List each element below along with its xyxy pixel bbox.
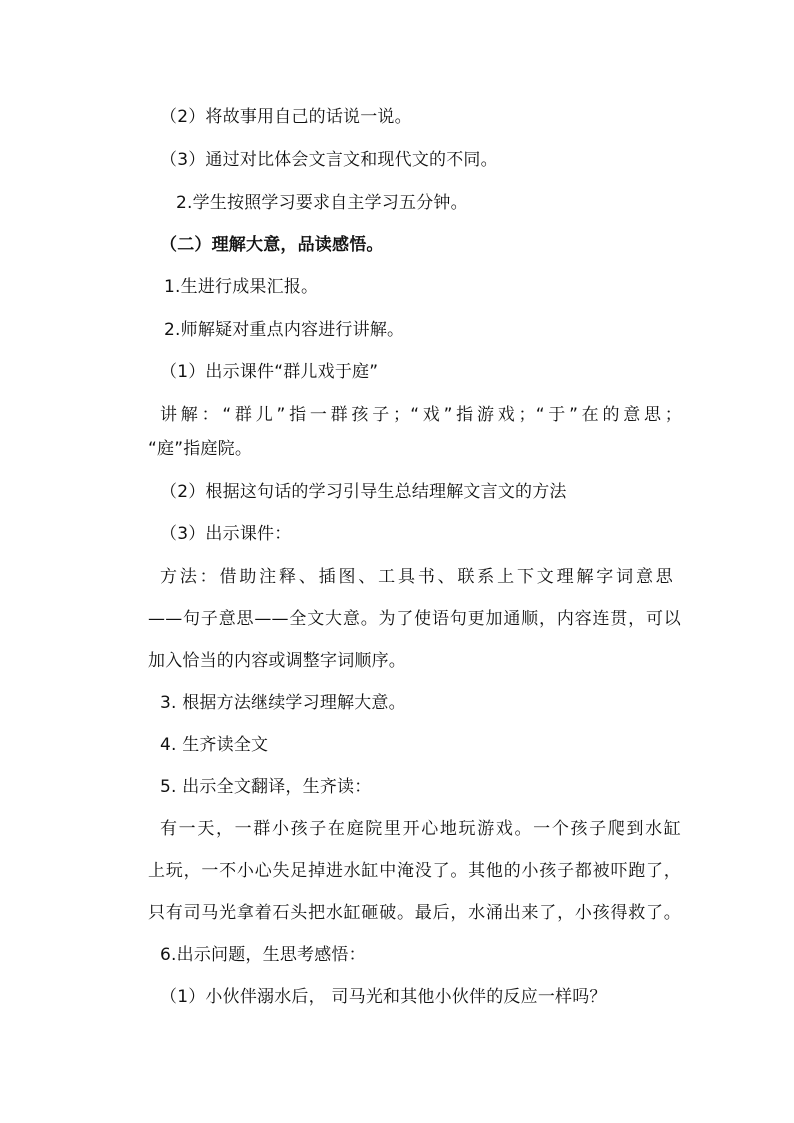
paragraph-line-18: 有一天，一群小孩子在庭院里开心地玩游戏。一个孩子爬到水缸	[160, 819, 681, 839]
paragraph-line-19: 上玩，一不小心失足掉进水缸中淹没了。其他的小孩子都被吓跑了，	[148, 861, 681, 881]
paragraph-line-16: 4. 生齐读全文	[160, 735, 269, 755]
section-heading: （二）理解大意，品读感悟。	[160, 235, 384, 255]
paragraph-line-17: 5. 出示全文翻译，生齐读：	[160, 777, 372, 797]
paragraph-line-1: （2）将故事用自己的话说一说。	[160, 107, 412, 127]
paragraph-line-11: （3）出示课件：	[160, 524, 292, 544]
paragraph-line-8: 讲解：“群儿”指一群孩子；“戏”指游戏；“于”在的意思；	[160, 405, 682, 425]
paragraph-line-10: （2）根据这句话的学习引导生总结理解文言文的方法	[160, 482, 567, 502]
paragraph-line-9: “庭”指庭院。	[148, 439, 253, 459]
paragraph-line-22: （1）小伙伴溺水后， 司马光和其他小伙伴的反应一样吗？	[160, 987, 607, 1007]
paragraph-line-21: 6.出示问题，生思考感悟：	[160, 945, 366, 965]
paragraph-line-6: 2.师解疑对重点内容进行讲解。	[164, 320, 405, 340]
paragraph-line-7: （1）出示课件“群儿戏于庭”	[160, 362, 379, 382]
paragraph-line-14: 加入恰当的内容或调整字词顺序。	[148, 651, 406, 671]
paragraph-line-3: 2.学生按照学习要求自主学习五分钟。	[176, 193, 468, 213]
paragraph-line-5: 1.生进行成果汇报。	[164, 277, 319, 297]
paragraph-line-20: 只有司马光拿着石头把水缸砸破。最后，水涌出来了，小孩得救了。	[148, 903, 681, 923]
paragraph-line-2: （3）通过对比体会文言文和现代文的不同。	[160, 150, 498, 170]
paragraph-line-12: 方法：借助注释、插图、工具书、联系上下文理解字词意思	[160, 567, 673, 587]
paragraph-line-15: 3. 根据方法继续学习理解大意。	[160, 693, 406, 713]
paragraph-line-13: ——句子意思——全文大意。为了使语句更加通顺，内容连贯，可以	[148, 609, 681, 629]
